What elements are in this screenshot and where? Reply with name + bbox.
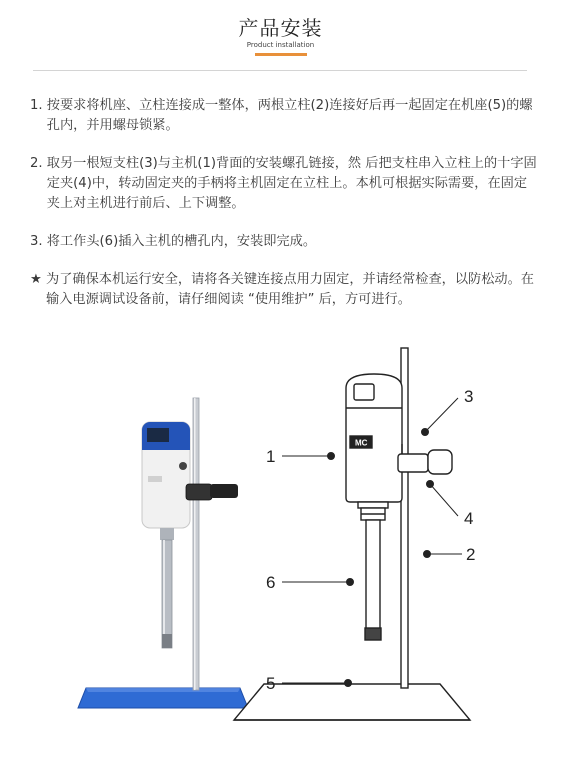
installation-illustration [0,336,561,764]
diagram-clamp [398,454,428,472]
diagram-work-head [366,520,380,632]
device-logo: MC [355,438,368,448]
callout-6: 6 [266,573,276,592]
speed-knob [179,462,187,470]
callout-1: 1 [266,447,276,466]
stand-rod [193,398,199,690]
page-title: 产品安装 [238,16,323,40]
callout-4: 4 [464,509,474,528]
line-diagram [234,348,470,720]
callout-2: 2 [466,545,476,564]
step-text: 取另一根短支柱(3)与主机(1)背面的安装螺孔链接，然 后把支柱串入立柱上的十字固定夹(4)中，转动固定夹的手柄将主机固定在立柱上。本机可根据实际需要，在固定夹上对主机进行前后、上下调整。 [46,156,537,211]
title-underline [255,53,307,56]
section-header [0,16,561,56]
instruction-step-3 [30,232,540,252]
step-marker: 2. [30,156,47,171]
step-text: 将工作头(6)插入主机的槽孔内，安装即完成。 [46,234,317,249]
step-marker: 1. [30,98,47,113]
callout-3: 3 [464,387,474,406]
instruction-step-1 [30,96,540,136]
instruction-step-2 [30,154,540,214]
product-photo [78,398,248,708]
step-text: 按要求将机座、立柱连接成一整体，两根立柱(2)连接好后再一起固定在机座(5)的螺孔内，并用螺母锁紧。 [46,98,533,133]
star-icon: ★ [30,272,47,287]
divider-line [33,70,527,71]
page-subtitle: Product installation [246,41,315,49]
instruction-list [30,96,540,328]
safety-note-text: 为了确保本机运行安全，请将各关键连接点用力固定，并请经常检查，以防松动。在输入电源调试设备前，请仔细阅读 “使用维护” 后，方可进行。 [46,272,534,307]
step-marker: 3. [30,234,47,249]
safety-note [30,270,540,310]
clamp [186,484,212,500]
callout-5: 5 [266,674,276,693]
display-panel [147,428,169,442]
